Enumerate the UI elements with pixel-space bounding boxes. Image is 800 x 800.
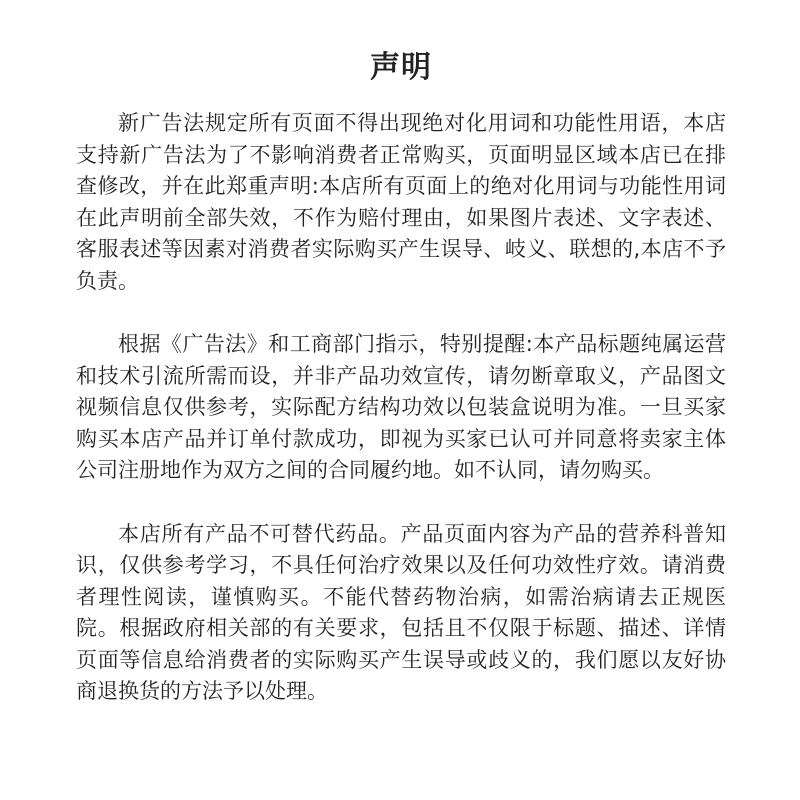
paragraph-purchase-notice: 根据《广告法》和工商部门指示，特别提醒:本产品标题纯属运营和技术引流所需而设，并非产品功效宣传，请勿断章取义，产品图文视频信息仅供参考，实际配方结构功效以包装盒说明为准。一旦买家购买本店产品并订单付款成功，即视为买家已认可并同意将卖家主体公司注册地作为双方之间的合同履约地。如不认同，请勿购买。 (76, 332, 726, 482)
paragraph-advertising-law: 新广告法规定所有页面不得出现绝对化用词和功能性用语，本店支持新广告法为了不影响消费者正常购买，页面明显区域本店已在排查修改，并在此郑重声明:本店所有页面上的绝对化用词与功能性用词在此声明前全部失效，不作为赔付理由，如果图片表述、文字表述、客服表述等因素对消费者实际购买产生误导、岐义、联想的,本店不予负责。 (76, 111, 726, 293)
paragraph-not-medicine: 本店所有产品不可替代药品。产品页面内容为产品的营养科普知识，仅供参考学习，不具任何治疗效果以及任何功效性疗效。请消费者理性阅读，谨慎购买。不能代替药物治病，如需治病请去正规医院。根据政府相关部的有关要求，包括且不仅限于标题、描述、详情页面等信息给消费者的实际购买产生误导或歧义的，我们愿以友好协商退换货的方法予以处理。 (76, 521, 726, 703)
page-title: 声明 (370, 50, 432, 85)
